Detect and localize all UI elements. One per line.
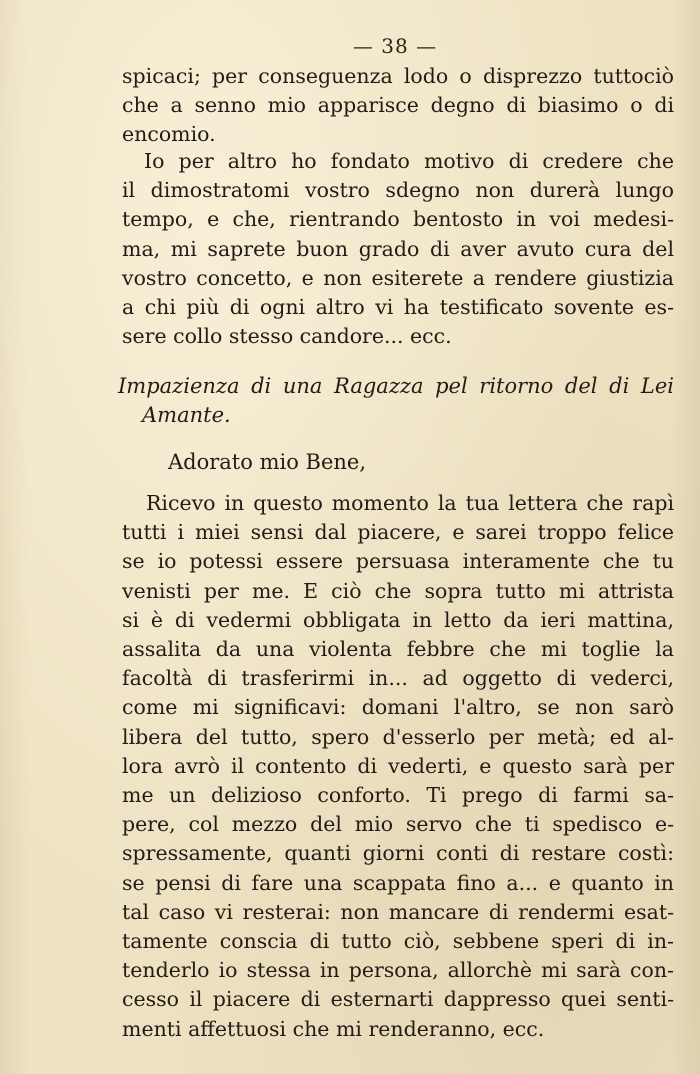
text-line: facoltà di trasferirmi in... ad oggetto di vederci, (122, 666, 674, 691)
text-line: tutti i miei sensi dal piacere, e sarei troppo felice (122, 520, 674, 545)
text-line: ma, mi saprete buon grado di aver avuto cura del (122, 236, 674, 261)
paragraph-closing (122, 147, 674, 351)
text-line: me un delizioso conforto. Ti prego di farmi sa- (122, 783, 674, 808)
text-line: cesso il piacere di esternarti dappresso quei senti- (122, 987, 674, 1012)
text-line: venisti per me. E ciò che sopra tutto mi attrista (122, 578, 674, 603)
text-line: Io per altro ho fondato motivo di credere che (144, 149, 674, 173)
page-number: — 38 — (352, 34, 438, 58)
letter-body (122, 489, 674, 1044)
text-line: pere, col mezzo del mio servo che ti spedisco e- (122, 812, 674, 837)
text-line: spressamente, quanti giorni conti di restare costì: (122, 841, 674, 866)
text-line: il dimostratomi vostro sdegno non durerà lungo (122, 178, 674, 203)
text-line: encomio. (122, 122, 216, 147)
letter-salutation: Adorato mio Bene, (168, 450, 367, 474)
text-line: tempo, e che, rientrando bentosto in voi medesi- (122, 207, 674, 232)
heading-line: Impazienza di una Ragazza pel ritorno del di Lei (118, 374, 674, 398)
text-line: se pensi di fare una scappata fino a... e quanto in (122, 870, 674, 895)
text-line: vostro concetto, e non esiterete a rendere giustizia (122, 265, 674, 290)
letter-heading (118, 372, 678, 430)
text-line: menti affettuosi che mi renderanno, ecc. (122, 1016, 545, 1041)
text-line: Ricevo in questo momento la tua lettera che rapì (146, 491, 674, 515)
text-line: libera del tutto, spero d'esserlo per metà; ed al- (122, 724, 674, 749)
paragraph-continuation (122, 62, 674, 150)
text-line: se io potessi essere persuasa interamente che tu (122, 549, 674, 574)
text-line: tamente conscia di tutto ciò, sebbene speri di in- (122, 929, 674, 954)
text-line: assalita da una violenta febbre che mi toglie la (122, 637, 674, 662)
text-line: tal caso vi resterai: non mancare di rendermi esat- (122, 899, 674, 924)
text-line: si è di vedermi obbligata in letto da ieri mattina, (122, 607, 674, 632)
text-line: che a senno mio apparisce degno di biasimo o di (122, 93, 674, 118)
text-line: spicaci; per conseguenza lodo o disprezzo tuttociò (122, 64, 674, 88)
text-line: a chi più di ogni altro vi ha testificato sovente es- (122, 295, 674, 320)
text-line: tenderlo io stessa in persona, allorchè mi sarà con- (122, 958, 674, 983)
text-line: come mi significavi: domani l'altro, se non sarò (122, 695, 674, 720)
heading-line: Amante. (142, 403, 231, 427)
text-line: sere collo stesso candore... ecc. (122, 324, 452, 349)
text-line: lora avrò il contento di vederti, e questo sarà per (122, 753, 674, 778)
